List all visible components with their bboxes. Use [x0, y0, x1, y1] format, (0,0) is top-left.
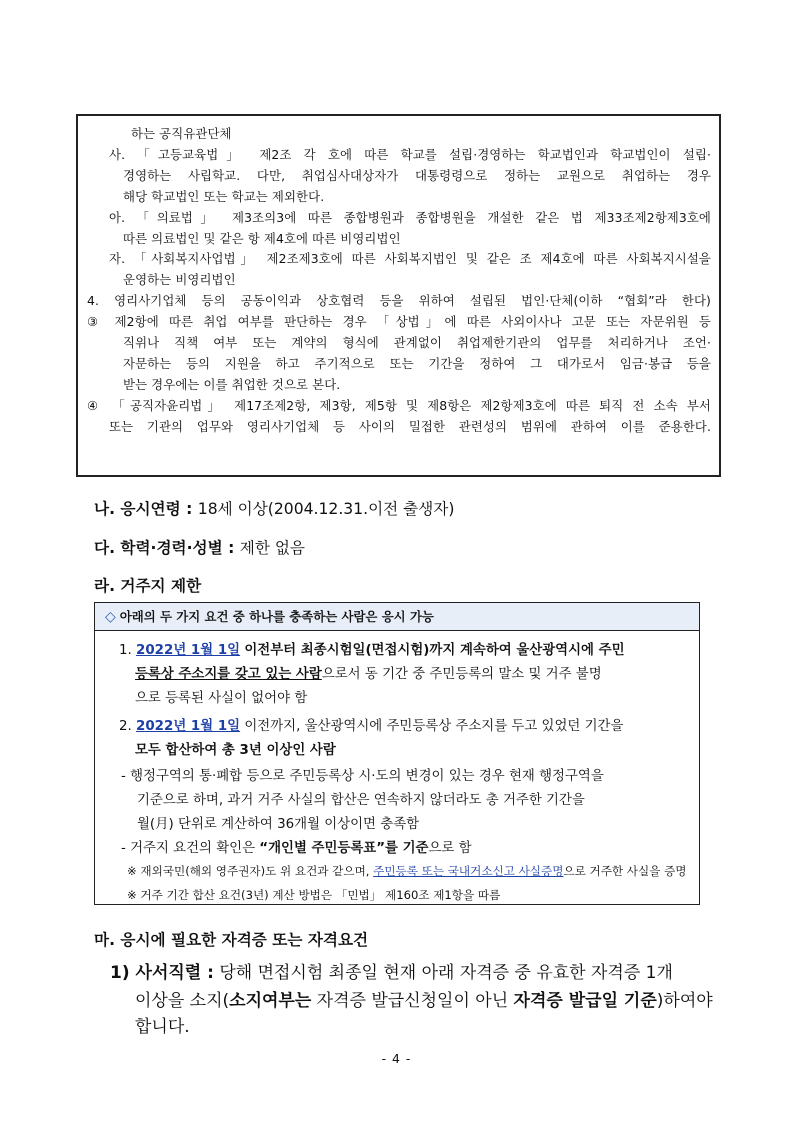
item-date: 2022년 1월 1일 — [136, 719, 241, 734]
qualification-text: 당해 면접시험 최종일 현재 아래 자격증 중 유효한 자격증 1개 — [219, 963, 673, 983]
item-number: 2. — [119, 719, 132, 734]
law-line: 아. 「의료법」 제3조의3에 따른 종합병원과 종합병원을 개설한 같은 법 제33조제2항제3호에 — [109, 209, 711, 225]
law-line: 경영하는 사립학교. 다만, 취업심사대상자가 대통령령으로 정하는 교원으로 취업하는 경우 — [123, 167, 711, 183]
law-line: 운영하는 비영리법인 — [123, 272, 236, 288]
qualification-text: )하여야 — [656, 991, 713, 1011]
residence-header-text: 아래의 두 가지 요건 중 하나를 충족하는 사람은 응시 가능 — [119, 609, 434, 624]
residence-dash-2 — [121, 837, 472, 856]
qualification-line-1 — [110, 958, 673, 983]
law-line: 받는 경우에는 이를 취업한 것으로 본다. — [123, 376, 341, 392]
edu-value: 제한 없음 — [239, 539, 305, 557]
law-line: 직위나 직책 여부 또는 계약의 형식에 관계없이 취업제한기관의 업무를 처리하거나 조언· — [123, 335, 711, 351]
item-date: 2022년 1월 1일 — [136, 643, 241, 658]
residence-box-header — [95, 603, 699, 631]
diamond-icon: ◇ — [105, 609, 116, 625]
qualification-bold: 소지여부는 — [229, 991, 312, 1011]
residence-box — [94, 602, 700, 905]
qualification-bold: 자격증 발급일 기준 — [513, 991, 657, 1011]
law-line: 자. 「사회복지사업법」 제2조제3호에 따른 사회복지법인 및 같은 조 제4호에 따른 사회복지시설을 — [109, 251, 711, 267]
law-line: 또는 기관의 업무와 영리사기업체 등 사이의 밀접한 관련성의 범위에 관하여 이를 준용한다. — [109, 418, 711, 434]
education-requirement — [94, 536, 305, 558]
residence-item-1-line-2 — [135, 663, 602, 682]
residence-dash-1-line-1: - 행정구역의 통·폐합 등으로 주민등록상 시·도의 변경이 있는 경우 현재 행정구역을 — [121, 769, 604, 784]
item-bold-text: 이전부터 최종시험일(면접시험)까지 계속하여 울산광역시에 주민 — [244, 643, 625, 658]
law-line: 자문하는 등의 지원을 하고 주기적으로 또는 기간을 정하여 그 대가로서 임금·봉급 등을 — [123, 355, 711, 371]
age-requirement — [94, 497, 454, 519]
residence-title: 라. 거주지 제한 — [94, 577, 202, 595]
age-label: 나. 응시연령 : — [94, 500, 193, 518]
qualification-text: 이상을 소지( — [135, 991, 230, 1011]
dash-bold-text: “개인별 주민등록표”를 기준 — [259, 841, 429, 856]
qualification-line-2 — [135, 986, 713, 1011]
edu-label: 다. 학력·경력·성별 : — [94, 539, 235, 557]
residence-item-2-line-1 — [119, 715, 623, 734]
residence-dash-1-line-3: 월(月) 단위로 계산하여 36개월 이상이면 충족함 — [137, 817, 420, 832]
certificate-link[interactable]: 주민등록 또는 국내거소신고 사실증명 — [373, 864, 564, 878]
residence-item-1-line-3: 으로 등록된 사실이 없어야 함 — [135, 691, 308, 706]
law-line: 사. 「고등교육법」 제2조 각 호에 따른 학교를 설립·경영하는 학교법인과 학교법인이 설립· — [109, 146, 711, 162]
law-line: 4. 영리사기업체 등의 공동이익과 상호협력 등을 위하여 설립된 법인·단체(이하 “협회”라 한다) — [87, 293, 711, 309]
item-number: 1. — [119, 643, 132, 658]
law-line: ③ 제2항에 따른 취업 여부를 판단하는 경우 「상법」에 따른 사외이사나 고문 또는 자문위원 등 — [87, 314, 711, 330]
law-line: 따른 의료법인 및 같은 항 제4호에 따른 비영리법인 — [123, 230, 401, 246]
residence-note-1 — [127, 863, 686, 879]
qualification-line-3: 합니다. — [135, 1017, 190, 1037]
law-line: ④ 「공직자윤리법」 제17조제2항, 제3항, 제5항 및 제8항은 제2항제3호에 따른 퇴직 전 소속 부서 — [87, 397, 711, 413]
law-line: 하는 공직유관단체 — [131, 126, 232, 141]
law-line: 해당 학교법인 또는 학교는 제외한다. — [123, 188, 325, 204]
dash-text: - 거주지 요건의 확인은 — [121, 841, 260, 856]
age-value: 18세 이상(2004.12.31.이전 출생자) — [197, 500, 455, 518]
note-text: ※ 재외국민(해외 영주권자)도 위 요건과 같으며, — [127, 864, 374, 878]
page-number: - 4 - — [381, 1051, 412, 1066]
dash-text: 으로 함 — [428, 841, 472, 856]
item-text: 이전까지, 울산광역시에 주민등록상 주소지를 두고 있었던 기간을 — [244, 719, 624, 734]
item-bold-text: 등록상 주소지를 갖고 있는 사람 — [135, 667, 322, 682]
qualification-label: 1) 사서직렬 : — [110, 963, 214, 983]
law-excerpt-box — [76, 114, 721, 477]
item-text: 으로서 동 기간 중 주민등록의 말소 및 거주 불명 — [321, 667, 602, 682]
residence-item-2-line-2: 모두 합산하여 총 3년 이상인 사람 — [135, 743, 336, 758]
qualification-text: 자격증 발급신청일이 아닌 — [311, 991, 514, 1011]
residence-note-2: ※ 거주 기간 합산 요건(3년) 계산 방법은 「민법」 제160조 제1항을 따름 — [127, 888, 501, 902]
residence-item-1-line-1 — [119, 639, 625, 658]
residence-dash-1-line-2: 기준으로 하며, 과거 거주 사실의 합산은 연속하지 않더라도 총 거주한 기간을 — [137, 793, 585, 808]
qualification-title: 마. 응시에 필요한 자격증 또는 자격요건 — [94, 931, 369, 949]
note-text: 으로 거주한 사실을 증명 — [563, 864, 687, 878]
